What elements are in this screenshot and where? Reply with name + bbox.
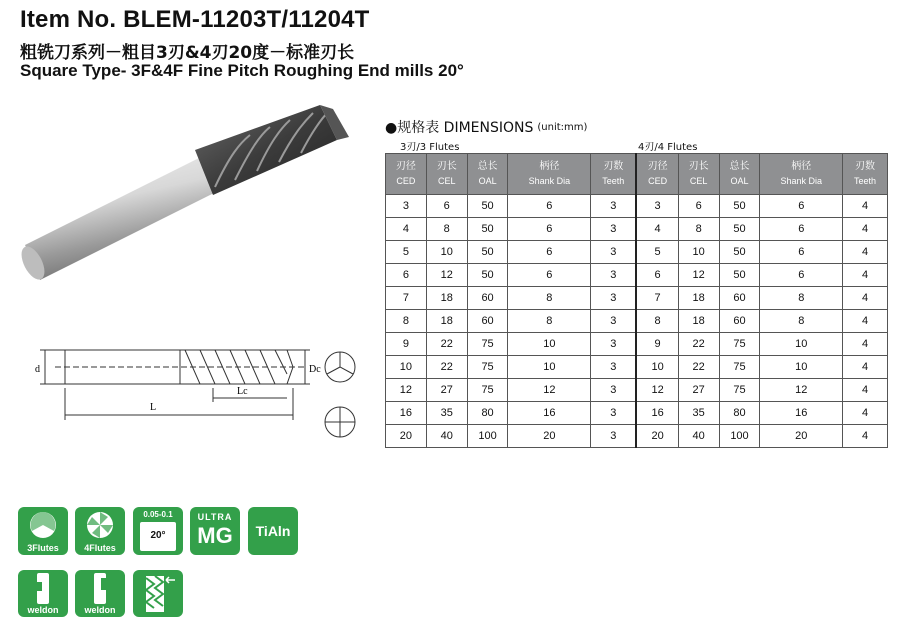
badge-weldon-2	[75, 570, 125, 617]
table-cell: 4	[843, 379, 888, 402]
table-cell: 22	[426, 333, 467, 356]
subtitle-english: Square Type- 3F&4F Fine Pitch Roughing End mills 20°	[20, 61, 464, 80]
header-cel-4f: 刃长 CEL	[678, 154, 719, 195]
table-cell: 3	[591, 218, 637, 241]
table-cell: 3	[591, 402, 637, 425]
table-cell: 80	[719, 402, 760, 425]
dimensions-heading	[385, 117, 587, 137]
four-flutes-label: 4刃/4 Flutes	[638, 142, 698, 153]
table-cell: 12	[678, 264, 719, 287]
table-cell: 4	[843, 356, 888, 379]
header-shank-4f: 柄径 Shank Dia	[760, 154, 843, 195]
table-cell: 6	[508, 241, 591, 264]
table-cell: 5	[636, 241, 678, 264]
table-cell: 9	[636, 333, 678, 356]
badge-4-flutes-label: 4Flutes	[84, 543, 116, 553]
table-cell: 75	[719, 379, 760, 402]
badge-mg-label: MG	[197, 523, 233, 548]
table-cell: 20	[636, 425, 678, 448]
dimensions-unit: (unit:mm)	[537, 122, 588, 133]
table-cell: 50	[719, 218, 760, 241]
badge-angle-label: 20°	[140, 522, 176, 551]
four-flute-icon	[75, 507, 125, 543]
table-cell: 6	[508, 264, 591, 287]
table-cell: 4	[843, 333, 888, 356]
badge-tialn-coating: TiAln	[248, 507, 298, 555]
table-cell: 8	[386, 310, 427, 333]
table-row	[386, 310, 888, 333]
table-cell: 10	[760, 356, 843, 379]
table-cell: 4	[843, 241, 888, 264]
table-cell: 16	[508, 402, 591, 425]
three-flutes-label: 3刃/3 Flutes	[400, 142, 460, 153]
table-row	[386, 333, 888, 356]
weldon-shank-icon	[18, 570, 68, 606]
table-cell: 10	[678, 241, 719, 264]
drawing-label-dc: Dc	[309, 364, 321, 375]
table-cell: 60	[719, 287, 760, 310]
table-cell: 18	[426, 287, 467, 310]
table-cell: 8	[508, 310, 591, 333]
table-cell: 20	[508, 425, 591, 448]
end-mill-illustration	[15, 95, 375, 305]
table-cell: 22	[426, 356, 467, 379]
table-cell: 12	[426, 264, 467, 287]
table-header-row	[386, 154, 888, 195]
badge-weldon-1	[18, 570, 68, 617]
table-cell: 3	[591, 241, 637, 264]
table-cell: 6	[760, 218, 843, 241]
table-cell: 3	[591, 310, 637, 333]
table-row	[386, 287, 888, 310]
table-cell: 8	[678, 218, 719, 241]
table-cell: 8	[636, 310, 678, 333]
table-row	[386, 218, 888, 241]
drawing-label-lc: Lc	[237, 386, 248, 397]
table-cell: 18	[678, 287, 719, 310]
table-cell: 100	[467, 425, 508, 448]
header-oal-4f: 总长 OAL	[719, 154, 760, 195]
table-cell: 60	[719, 310, 760, 333]
table-cell: 6	[760, 264, 843, 287]
table-cell: 35	[426, 402, 467, 425]
table-cell: 4	[386, 218, 427, 241]
table-cell: 20	[760, 425, 843, 448]
badge-roughing-profile	[133, 570, 183, 617]
table-cell: 50	[467, 195, 508, 218]
badge-weldon-1-label: weldon	[27, 605, 59, 615]
header-shank-3f: 柄径 Shank Dia	[508, 154, 591, 195]
table-cell: 10	[386, 356, 427, 379]
dimensions-title: ●规格表 DIMENSIONS	[385, 120, 534, 136]
table-row	[386, 356, 888, 379]
table-cell: 10	[508, 333, 591, 356]
table-cell: 7	[386, 287, 427, 310]
table-cell: 4	[636, 218, 678, 241]
badge-3-flutes	[18, 507, 68, 555]
badge-4-flutes	[75, 507, 125, 555]
table-cell: 16	[386, 402, 427, 425]
table-cell: 75	[719, 356, 760, 379]
table-cell: 4	[843, 287, 888, 310]
table-cell: 3	[591, 264, 637, 287]
table-cell: 6	[760, 241, 843, 264]
table-row	[386, 241, 888, 264]
table-cell: 40	[678, 425, 719, 448]
badge-weldon-2-label: weldon	[84, 605, 116, 615]
table-row	[386, 379, 888, 402]
table-cell: 10	[426, 241, 467, 264]
table-cell: 7	[636, 287, 678, 310]
table-row	[386, 402, 888, 425]
table-cell: 8	[508, 287, 591, 310]
table-cell: 3	[591, 379, 637, 402]
table-cell: 18	[678, 310, 719, 333]
badge-ultra-label: ULTRA	[197, 512, 233, 522]
table-cell: 3	[591, 333, 637, 356]
item-number-title: Item No. BLEM-11203T/11204T	[20, 6, 370, 33]
roughing-profile-icon	[133, 570, 183, 617]
table-cell: 4	[843, 402, 888, 425]
table-cell: 50	[719, 195, 760, 218]
table-cell: 4	[843, 218, 888, 241]
table-cell: 6	[760, 195, 843, 218]
technical-drawing	[25, 330, 380, 460]
table-cell: 12	[760, 379, 843, 402]
table-cell: 75	[467, 379, 508, 402]
table-cell: 3	[591, 195, 637, 218]
table-cell: 6	[508, 195, 591, 218]
table-cell: 16	[636, 402, 678, 425]
table-cell: 27	[426, 379, 467, 402]
table-cell: 50	[467, 264, 508, 287]
table-row	[386, 425, 888, 448]
table-cell: 8	[426, 218, 467, 241]
table-cell: 60	[467, 287, 508, 310]
table-cell: 6	[636, 264, 678, 287]
table-cell: 75	[467, 356, 508, 379]
header-ced-3f: 刃径 CED	[386, 154, 427, 195]
table-cell: 50	[467, 241, 508, 264]
table-cell: 4	[843, 425, 888, 448]
table-cell: 22	[678, 356, 719, 379]
table-cell: 80	[467, 402, 508, 425]
table-cell: 27	[678, 379, 719, 402]
table-cell: 10	[760, 333, 843, 356]
header-cel-3f: 刃长 CEL	[426, 154, 467, 195]
table-cell: 6	[386, 264, 427, 287]
drawing-label-d: d	[35, 364, 40, 375]
header-teeth-4f: 刃数 Teeth	[843, 154, 888, 195]
table-cell: 3	[591, 425, 637, 448]
table-cell: 75	[467, 333, 508, 356]
table-cell: 8	[760, 287, 843, 310]
table-cell: 4	[843, 264, 888, 287]
table-cell: 9	[386, 333, 427, 356]
table-cell: 6	[678, 195, 719, 218]
table-cell: 3	[386, 195, 427, 218]
table-cell: 12	[508, 379, 591, 402]
badge-helix-angle	[133, 507, 183, 555]
table-cell: 22	[678, 333, 719, 356]
table-cell: 10	[508, 356, 591, 379]
weldon-shank-flat-icon	[75, 570, 125, 606]
badge-range-label: 0.05-0.1	[143, 510, 173, 519]
table-cell: 60	[467, 310, 508, 333]
table-cell: 4	[843, 195, 888, 218]
table-cell: 8	[760, 310, 843, 333]
table-cell: 12	[386, 379, 427, 402]
subtitle-chinese: 粗铣刀系列－粗目3刃&4刃20度－标准刃长	[20, 43, 355, 63]
table-cell: 6	[426, 195, 467, 218]
table-cell: 20	[386, 425, 427, 448]
badge-ultra-mg	[190, 507, 240, 555]
table-cell: 100	[719, 425, 760, 448]
table-cell: 5	[386, 241, 427, 264]
drawing-label-l: L	[150, 402, 157, 413]
table-cell: 3	[636, 195, 678, 218]
table-cell: 3	[591, 356, 637, 379]
table-cell: 16	[760, 402, 843, 425]
dimensions-table	[385, 153, 888, 448]
table-cell: 6	[508, 218, 591, 241]
table-cell: 18	[426, 310, 467, 333]
three-flute-icon	[18, 507, 68, 543]
table-cell: 4	[843, 310, 888, 333]
header-oal-3f: 总长 OAL	[467, 154, 508, 195]
table-cell: 50	[719, 264, 760, 287]
table-cell: 3	[591, 287, 637, 310]
header-ced-4f: 刃径 CED	[636, 154, 678, 195]
table-cell: 75	[719, 333, 760, 356]
table-cell: 50	[467, 218, 508, 241]
header-teeth-3f: 刃数 Teeth	[591, 154, 637, 195]
table-cell: 10	[636, 356, 678, 379]
badge-3-flutes-label: 3Flutes	[27, 543, 59, 553]
table-row	[386, 264, 888, 287]
table-cell: 12	[636, 379, 678, 402]
table-cell: 50	[719, 241, 760, 264]
table-cell: 40	[426, 425, 467, 448]
table-cell: 35	[678, 402, 719, 425]
table-row	[386, 195, 888, 218]
